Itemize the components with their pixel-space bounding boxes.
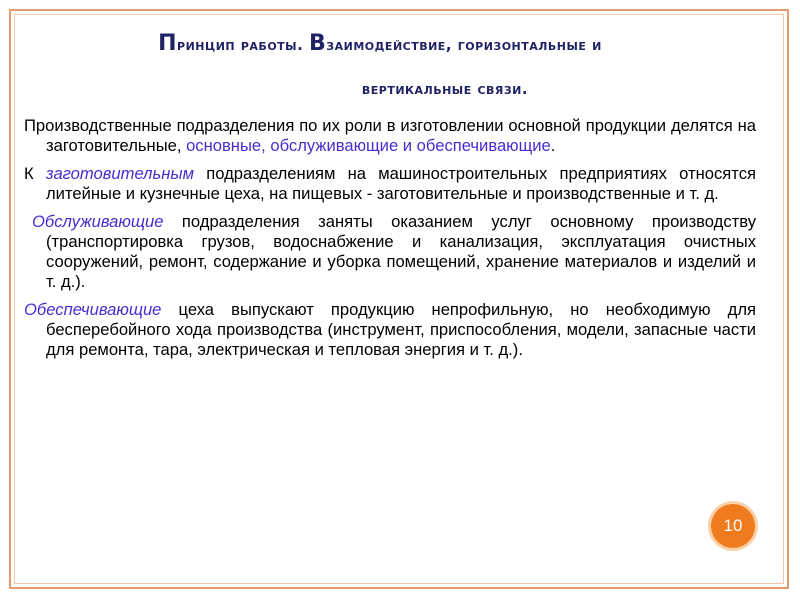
paragraph-4-end: цеха выпускают продукцию непрофильную, но необходимую для бесперебойного хода производства (инструмент, приспособления, модели, запасные части для ремонта, тара, электрическая и тепловая энергия и т. д.). — [46, 300, 756, 359]
paragraph-4-highlight: Обеспечивающие — [24, 300, 162, 319]
title-line-2: вертикальные связи. — [361, 80, 529, 98]
paragraph-2 — [24, 164, 756, 204]
slide-body — [24, 116, 756, 368]
paragraph-3-end: подразделения заняты оказанием услуг основному производству (транспортировка грузов, водоснабжение и канализация, эксплуатация очистных сооружений, ремонт, содержание и уборка помещений, хранение материалов и изделий и т. д.). — [46, 212, 756, 291]
paragraph-1-end: . — [550, 136, 556, 155]
slide-title — [40, 22, 760, 111]
paragraph-1 — [24, 116, 756, 156]
paragraph-4 — [24, 300, 756, 360]
paragraph-2-text: К — [24, 164, 46, 183]
paragraph-2-end: подразделениям на машиностроительных предприятиях относятся литейные и кузнечные цеха, на пищевых - заготовительные и производственные и т. д. — [46, 164, 756, 203]
paragraph-3 — [24, 212, 756, 292]
paragraph-2-highlight: заготовительным — [45, 164, 194, 183]
title-line-1: Принцип работы. Взаимодействие, горизонтальные и — [158, 31, 602, 56]
paragraph-1-highlight: основные, обслуживающие и обеспечивающие — [186, 136, 551, 155]
paragraph-1-text: Производственные подразделения по их роли в изготовлении основной продукции делятся на заготовительные, — [24, 116, 756, 155]
page-number-badge: 10 — [711, 504, 755, 548]
paragraph-3-highlight: Обслуживающие — [32, 212, 164, 231]
